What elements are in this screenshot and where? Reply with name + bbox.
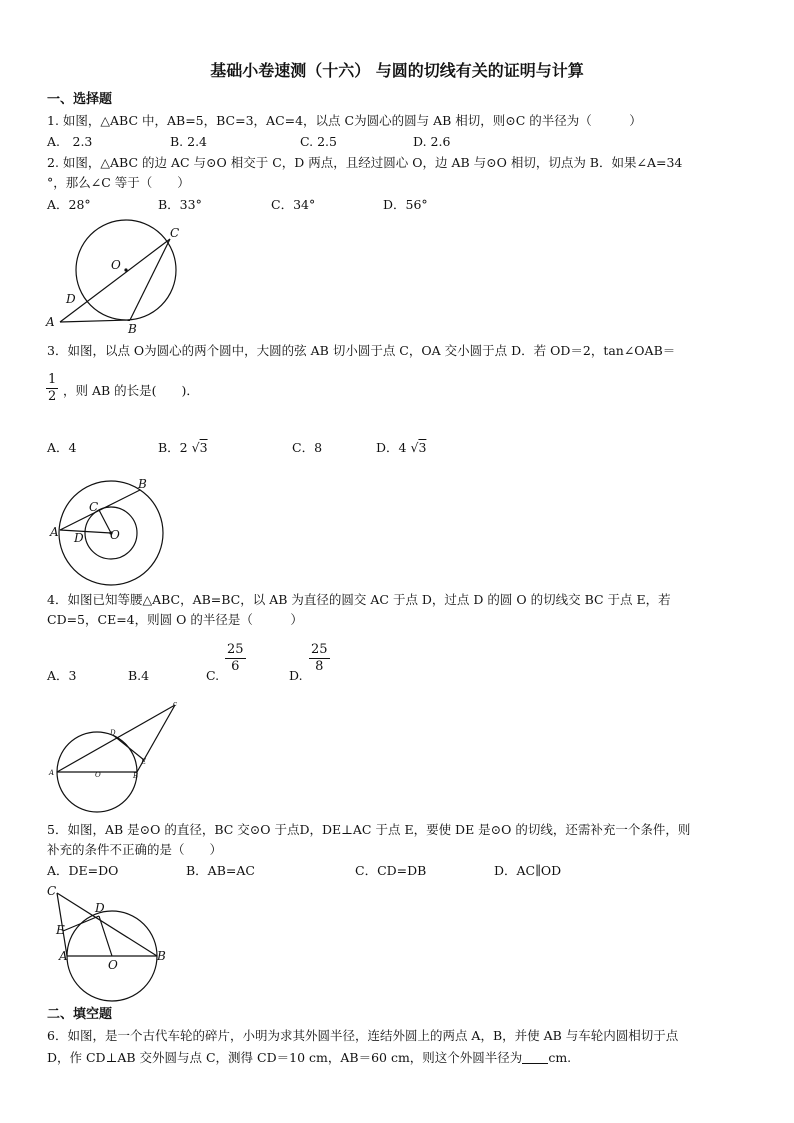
q5-label-a: A (59, 949, 68, 963)
q4-option-b: B.4 (128, 668, 150, 683)
q3-fraction-numerator: 1 (48, 372, 57, 387)
q3-option-b-root-sign: √ (191, 440, 200, 455)
q3-stem-line2: ，则 AB 的长是( )． (63, 383, 199, 398)
q5-label-o: O (108, 958, 118, 972)
q2-option-d: D．56° (383, 197, 428, 212)
page-title: 基础小卷速测（十六） 与圆的切线有关的证明与计算 (210, 61, 584, 80)
q1-option-c: C. 2.5 (300, 134, 337, 149)
q4-option-d: D. (289, 668, 303, 683)
q3-option-c: C．8 (292, 440, 323, 455)
q3-figure (40, 478, 180, 590)
q5-label-c: C (47, 884, 57, 898)
q4-stem-line2: CD=5，CE=4，则圆 O 的半径是（ ） (47, 612, 303, 627)
q5-label-b: B (157, 949, 166, 963)
q3-stem-line1: 3．如图，以点 O为圆心的两个圆中，大圆的弦 AB 切小圆于点 C，OA 交小圆于点 D．若 OD＝2，tan∠OAB＝ (47, 343, 676, 358)
q2-stem-line1: 2. 如图，△ABC 的边 AC 与⊙O 相交于 C，D 两点，且经过圆心 O，边 AB 与⊙O 相切，切点为 B．如果∠A=34 (47, 155, 683, 170)
q4-figure (45, 700, 185, 810)
q5-stem-line1: 5．如图，AB 是⊙O 的直径，BC 交⊙O 于点D，DE⊥AC 于点 E，要使 DE 是⊙O 的切线，还需补充一个条件，则 (47, 822, 691, 837)
q3-fraction-denominator: 2 (48, 389, 57, 404)
q4-option-a: A．3 (47, 668, 77, 683)
q3-label-b: B (138, 477, 147, 491)
q2-option-a: A．28° (47, 197, 91, 212)
q5-option-d: D．AC∥OD (494, 863, 562, 878)
q2-label-c: C (170, 226, 180, 240)
q3-label-d: D (74, 531, 84, 545)
q4-label-d: D (110, 729, 116, 737)
q3-option-d-radicand: 3 (418, 440, 427, 455)
q6-stem-line2-text: D，作 CD⊥AB 交外圆与点 C，测得 CD＝10 cm，AB＝60 cm，则这个外圆半径为 (47, 1050, 523, 1065)
q4-option-c-denominator: 6 (231, 659, 240, 674)
q2-center-dot (124, 268, 127, 271)
q6-stem-line2 (47, 1050, 571, 1066)
q2-stem-line2: °，那么∠C 等于（ ） (47, 175, 190, 190)
q2-line-ac (60, 239, 170, 322)
q5-stem-line2: 补充的条件不正确的是（ ） (47, 842, 223, 857)
q2-label-b: B (128, 322, 137, 336)
q5-option-b: B．AB=AC (186, 863, 255, 878)
q5-option-c: C．CD=DB (355, 863, 427, 878)
q4-option-d-fraction (309, 642, 330, 675)
q2-label-d: D (66, 292, 76, 306)
q1-option-a: A. 2.3 (47, 134, 93, 149)
q2-label-o: O (111, 258, 121, 272)
q3-fraction (46, 372, 58, 405)
q3-option-b (158, 440, 208, 456)
q4-option-c: C. (206, 668, 220, 683)
q2-option-b: B．33° (158, 197, 202, 212)
q4-label-o: O (95, 771, 101, 779)
q4-option-d-denominator: 8 (315, 659, 324, 674)
q4-option-c-numerator: 25 (227, 642, 244, 657)
q1-option-d: D. 2.6 (413, 134, 451, 149)
q5-segment-od (99, 916, 112, 956)
q5-figure (44, 884, 174, 979)
q2-line-ab (60, 320, 130, 322)
q4-label-c: c (173, 700, 177, 708)
q3-chord-ab (60, 490, 140, 530)
q3-label-o: O (110, 528, 120, 542)
q5-label-d: D (95, 901, 105, 915)
q2-figure (40, 222, 190, 337)
q4-label-e: E (141, 758, 147, 766)
q3-option-b-text: B．2 (158, 440, 188, 455)
q5-option-a: A．DE=DO (47, 863, 119, 878)
q3-option-d-root-sign: √ (410, 440, 419, 455)
q5-segment-de (63, 916, 99, 931)
q1-stem: 1. 如图，△ABC 中，AB=5，BC=3，AC=4，以点 C为圆心的圆与 AB 相切，则⊙C 的半径为（ ） (47, 113, 642, 128)
q3-label-a: A (50, 525, 59, 539)
q2-label-a: A (46, 315, 55, 329)
q5-label-e: E (56, 923, 65, 937)
q6-answer-blank[interactable] (522, 1051, 548, 1064)
q4-label-a: A (49, 769, 55, 777)
q1-option-b: B. 2.4 (170, 134, 208, 149)
q5-line-cb (57, 893, 157, 956)
q2-line-bc (130, 239, 170, 320)
section-heading-fill: 二、填空题 (47, 1007, 113, 1022)
q4-stem-line1: 4．如图已知等腰△ABC，AB=BC，以 AB 为直径的圆交 AC 于点 D，过点 D 的圆 O 的切线交 BC 于点 E，若 (47, 592, 671, 607)
q3-option-d-text: D．4 (376, 440, 407, 455)
q4-option-d-numerator: 25 (311, 642, 328, 657)
q4-label-b: B (133, 772, 139, 780)
q4-tangent-de (113, 735, 144, 760)
section-heading-choice: 一、选择题 (47, 92, 113, 107)
q6-unit: cm. (548, 1050, 572, 1065)
q4-option-c-fraction (225, 642, 246, 675)
q6-stem-line1: 6．如图，是一个古代车轮的碎片，小明为求其外圆半径，连结外圆上的两点 A，B，并使 AB 与车轮内圆相切于点 (47, 1028, 679, 1043)
q3-option-b-radicand: 3 (199, 440, 208, 455)
q3-option-d (376, 440, 426, 456)
q2-option-c: C．34° (271, 197, 316, 212)
q3-label-c: C (89, 500, 99, 514)
q3-option-a: A．4 (47, 440, 77, 455)
